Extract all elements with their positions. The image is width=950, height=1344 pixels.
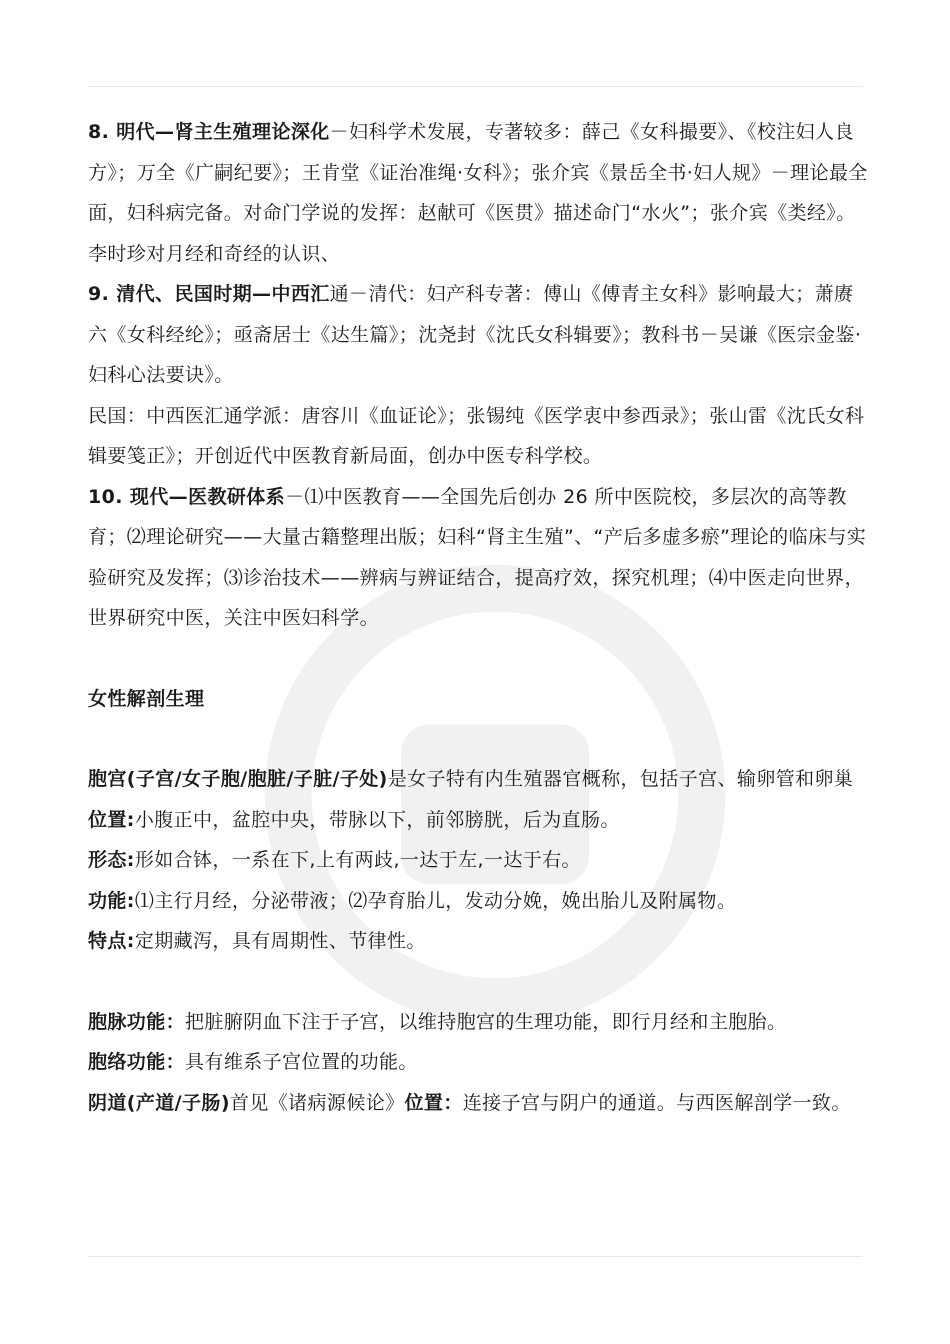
uterus-feature — [88, 921, 868, 962]
uterus-feature-label: 特点: — [88, 930, 135, 952]
vagina-definition — [88, 1083, 868, 1124]
spacer — [88, 962, 868, 1002]
uterus-definition — [88, 759, 868, 800]
baomai-text: 把脏腑阴血下注于子宫，以维持胞宫的生理功能，即行月经和主胞胎。 — [185, 1010, 787, 1033]
paragraph-9-title: 9. 清代、民国时期—中西汇 — [88, 283, 330, 305]
uterus-shape-text: 形如合钵，一系在下,上有两歧,一达于左,一达于右。 — [134, 849, 581, 871]
uterus-position-label: 位置: — [88, 808, 135, 831]
baoluo-label: 胞络功能： — [88, 1051, 186, 1073]
baoluo-function — [88, 1042, 868, 1083]
paragraph-qing-minguo — [88, 274, 868, 396]
uterus-feature-text: 定期藏泻，具有周期性、节律性。 — [134, 930, 426, 952]
uterus-term: 胞宫(子宫/女子胞/胞脏/子脏/子处) — [88, 768, 388, 790]
uterus-function-label: 功能: — [88, 889, 135, 912]
vagina-term: 阴道(产道/子肠) — [88, 1091, 230, 1114]
paragraph-9-body: 通－清代：妇产科专著：傅山《傅青主女科》影响最大；萧赓六《女科经纶》；亟斋居士《达生篇》；沈尧封《沈氏女科辑要》；教科书－吴谦《医宗金鉴·妇科心法要诀》。 — [88, 283, 862, 386]
uterus-desc: 是女子特有内生殖器官概称，包括子宫、输卵管和卵巢 — [387, 768, 854, 790]
spacer — [88, 719, 868, 759]
paragraph-8-title: 8. 明代—肾主生殖理论深化 — [88, 121, 330, 143]
paragraph-ming-dynasty — [88, 112, 868, 274]
document-content — [88, 112, 868, 1123]
paragraph-modern — [88, 477, 868, 639]
uterus-position-text: 小腹正中，盆腔中央，带脉以下，前邻膀胱，后为直肠。 — [134, 808, 620, 831]
paragraph-minguo: 民国：中西医汇通学派：唐容川《血证论》；张锡纯《医学衷中参西录》；张山雷《沈氏女科辑要笺正》；开创近代中医教育新局面，创办中医专科学校。 — [88, 404, 865, 467]
uterus-function — [88, 881, 868, 922]
uterus-position — [88, 800, 868, 841]
vagina-label: 位置： — [404, 1091, 463, 1114]
vagina-mid: 首见《诸病源候论》 — [229, 1091, 405, 1114]
vagina-text: 连接子宫与阴户的通道。与西医解剖学一致。 — [462, 1091, 851, 1114]
paragraph-10-title: 10. 现代—医教研体系 — [88, 485, 286, 508]
baomai-function — [88, 1002, 868, 1043]
uterus-shape-label: 形态: — [88, 849, 135, 871]
uterus-shape — [88, 840, 868, 881]
paragraph-10-body: －⑴中医教育——全国先后创办 26 所中医院校，多层次的高等教育；⑵理论研究——大量古籍整理出版；妇科“肾主生殖”、“产后多虚多瘀”理论的临床与实验研究及发挥；⑶诊治技术——辨病与辨证结合，提高疗效，探究机理；⑷中医走向世界，世界研究中医，关注中医妇科学。 — [88, 485, 867, 629]
uterus-function-text: ⑴主行月经，分泌带液；⑵孕育胎儿，发动分娩，娩出胎儿及附属物。 — [134, 889, 737, 912]
spacer — [88, 639, 868, 679]
header-rule — [88, 86, 862, 87]
paragraph-8-body: －妇科学术发展，专著较多：薛己《女科撮要》、《校注妇人良方》；万全《广嗣纪要》；王肯堂《证治准绳·女科》；张介宾《景岳全书·妇人规》－理论最全面，妇科病完备。对命门学说的发挥：赵献可《医贯》描述命门“水火”；张介宾《类经》。李时珍对月经和奇经的认识、 — [88, 121, 868, 265]
footer-rule — [88, 1256, 862, 1257]
baoluo-text: 具有维系子宫位置的功能。 — [185, 1051, 418, 1073]
section-title: 女性解剖生理 — [88, 687, 205, 710]
baomai-label: 胞脉功能： — [88, 1010, 186, 1033]
